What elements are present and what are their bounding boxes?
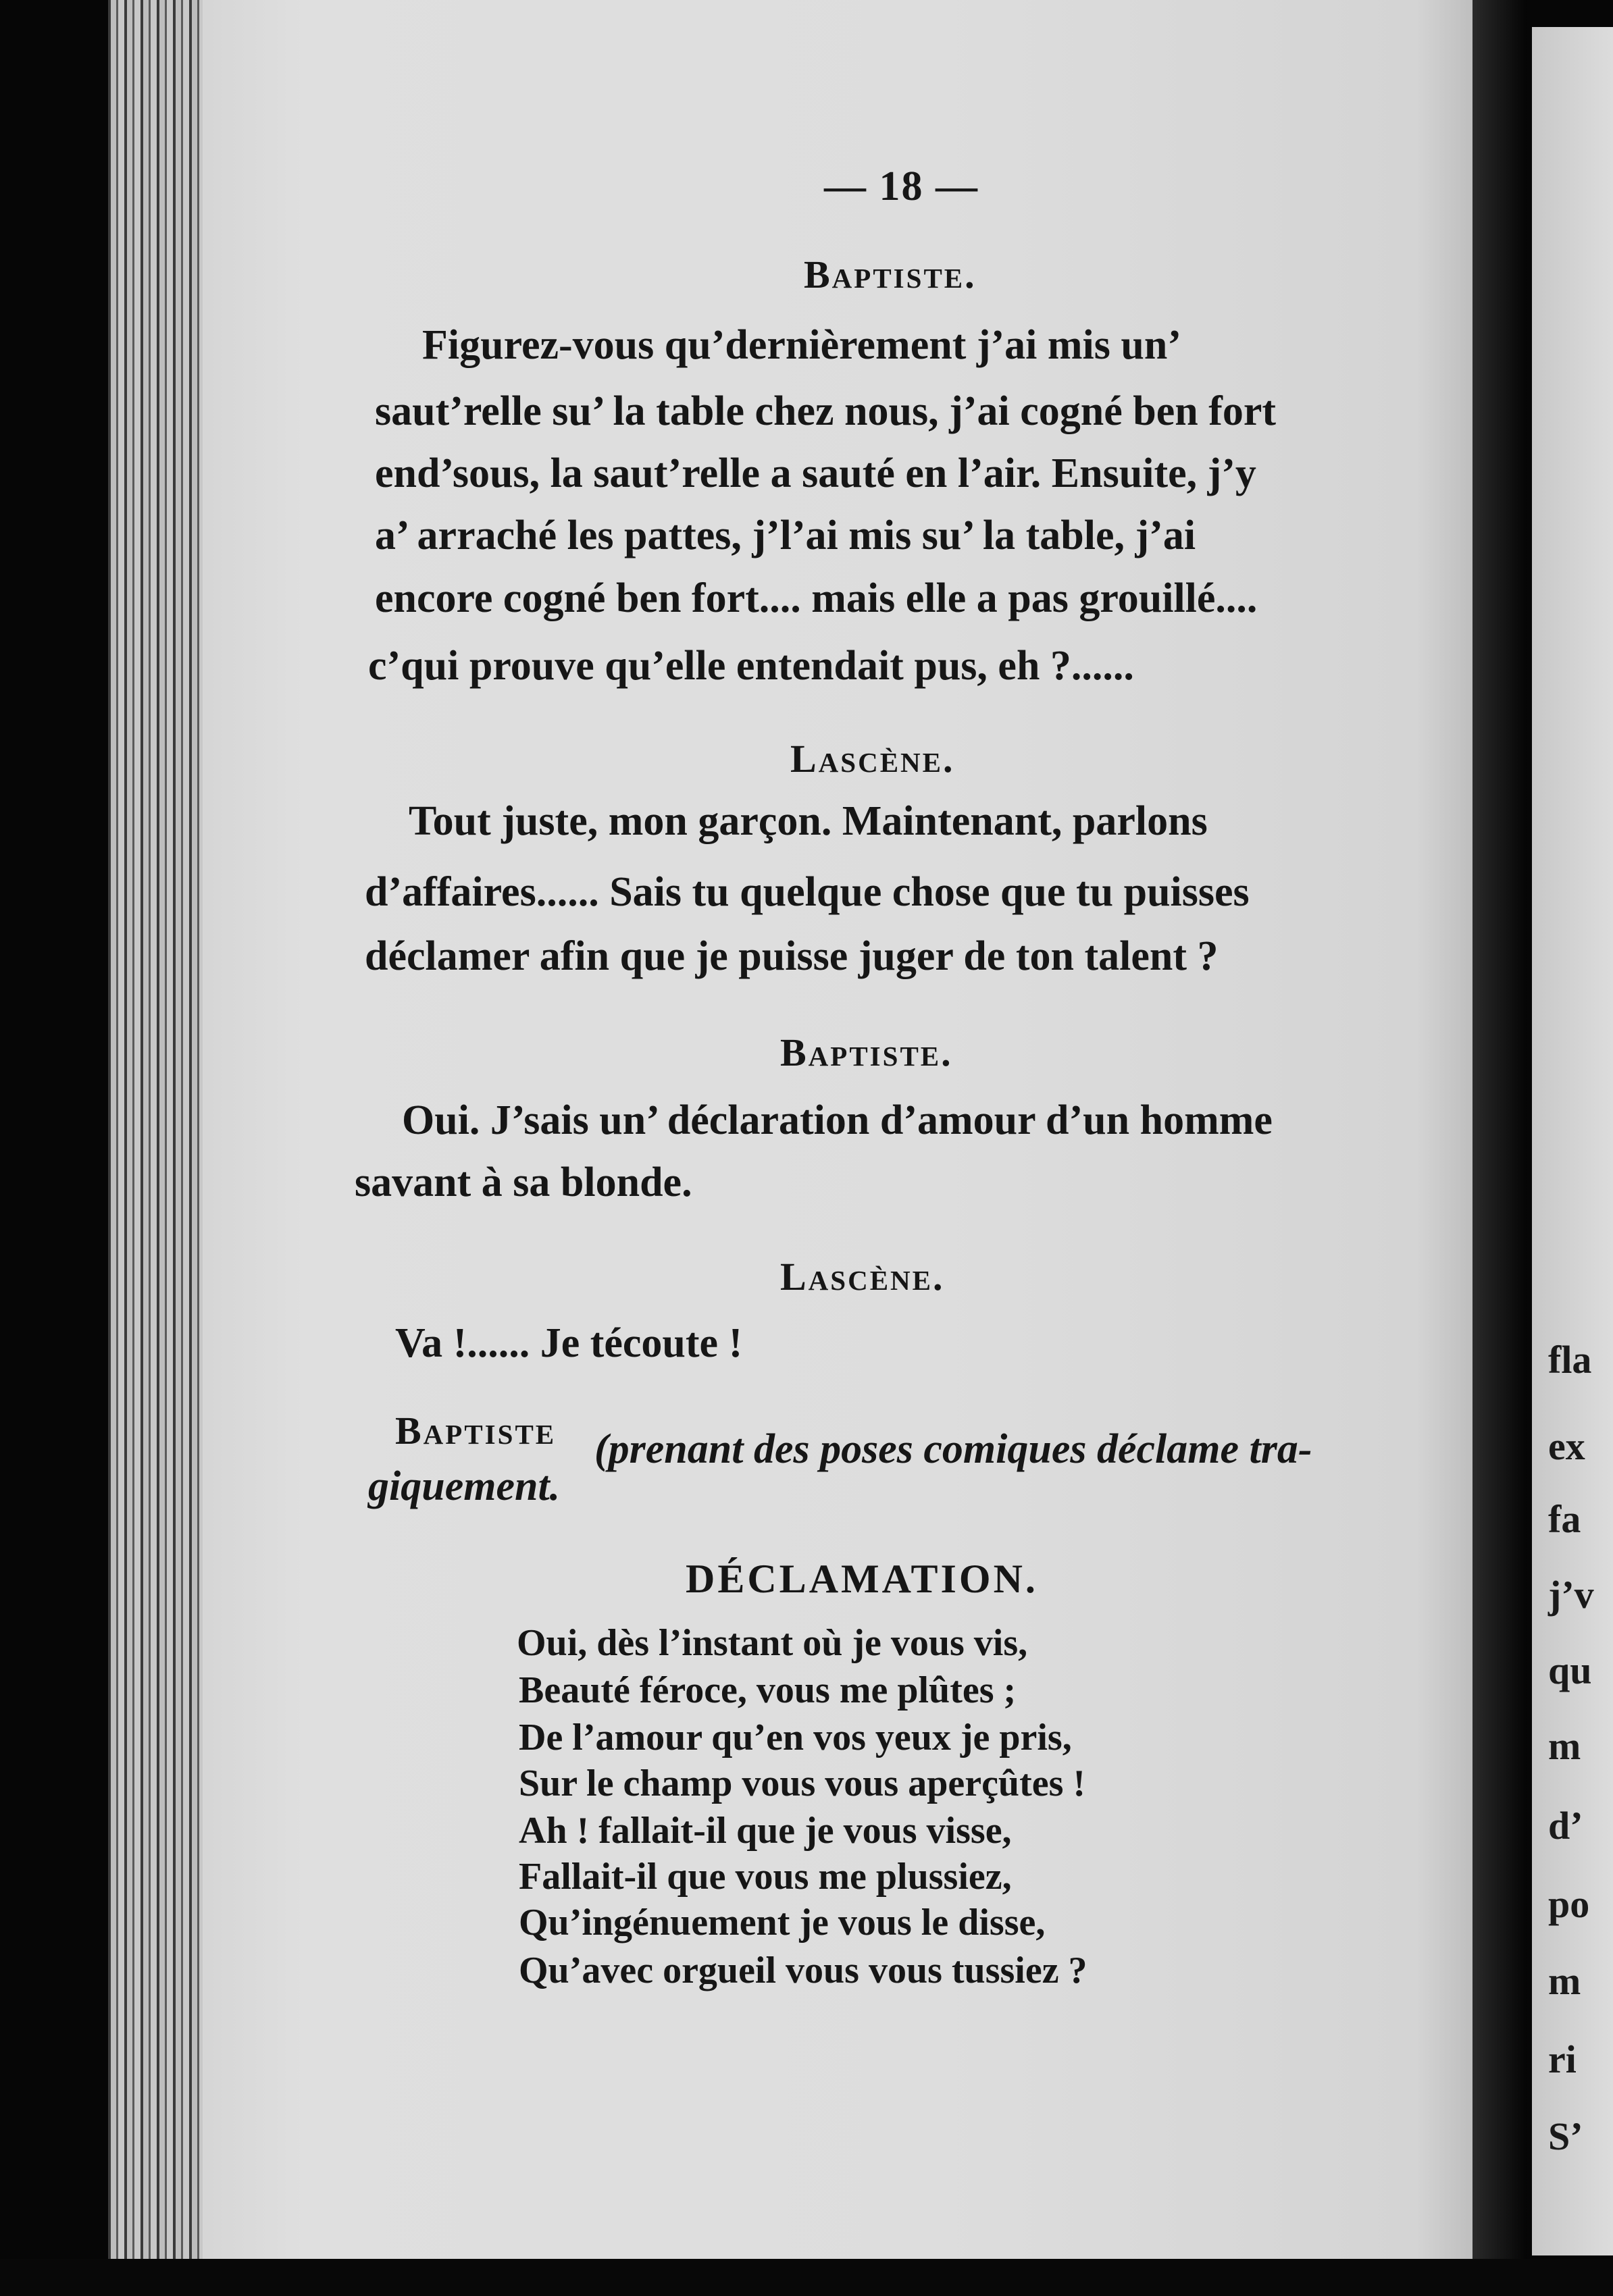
dialogue-line: encore cogné ben fort.... mais elle a pas grouillé.... [375, 575, 1258, 621]
next-page-fragment: po [1548, 1882, 1590, 1926]
declamation-heading: DÉCLAMATION. [686, 1557, 1038, 1601]
dialogue-line: déclamer afin que je puisse juger de ton talent ? [365, 933, 1219, 979]
speaker-baptiste: Baptiste. [780, 1030, 953, 1074]
next-page-fragment: d’ [1548, 1804, 1583, 1848]
next-page-fragment: fla [1548, 1338, 1592, 1382]
verse-line: Fallait-il que vous me plussiez, [519, 1856, 1012, 1898]
next-page-fragment: ri [1548, 2037, 1577, 2081]
stage-direction: (prenant des poses comiques déclame tra- [594, 1426, 1312, 1472]
gutter-shadow [1473, 0, 1527, 2296]
next-page-fragment: m [1548, 1959, 1581, 2003]
dialogue-line: c’qui prouve qu’elle entendait pus, eh ?...... [368, 643, 1134, 689]
dialogue-line: Tout juste, mon garçon. Maintenant, parlons [409, 798, 1208, 844]
verse-line: Ah ! fallait-il que je vous visse, [519, 1810, 1012, 1852]
scan-border-bottom [0, 2259, 1613, 2296]
page-number: — 18 — [824, 163, 979, 209]
verse-line: Sur le champ vous vous aperçûtes ! [519, 1763, 1086, 1804]
speaker-baptiste: Baptiste. [804, 253, 977, 296]
next-page-fragment: m [1548, 1724, 1581, 1768]
dialogue-line: Oui. J’sais un’ déclaration d’amour d’un homme [402, 1097, 1273, 1143]
dialogue-line: Figurez-vous qu’dernièrement j’ai mis un’ [422, 322, 1181, 368]
verse-line: Oui, dès l’instant où je vous vis, [517, 1622, 1028, 1664]
dialogue-line: end’sous, la saut’relle a sauté en l’air. Ensuite, j’y [375, 450, 1256, 496]
stage-direction: giquement. [368, 1463, 561, 1509]
verse-line: De l’amour qu’en vos yeux je pris, [519, 1717, 1072, 1758]
speaker-lascene: Lascène. [780, 1255, 945, 1299]
dialogue-line: savant à sa blonde. [355, 1159, 692, 1205]
dialogue-line: d’affaires...... Sais tu quelque chose que tu puisses [365, 869, 1250, 915]
next-page [1532, 27, 1613, 2255]
next-page-fragment: qu [1548, 1648, 1592, 1692]
verse-line: Qu’avec orgueil vous vous tussiez ? [519, 1950, 1087, 1991]
verse-line: Qu’ingénuement je vous le disse, [519, 1902, 1046, 1943]
verse-line: Beauté féroce, vous me plûtes ; [519, 1669, 1017, 1711]
next-page-fragment: fa [1548, 1497, 1581, 1541]
next-page-fragment: ex [1548, 1424, 1585, 1468]
page-edges [108, 0, 203, 2259]
speaker-lascene: Lascène. [790, 737, 955, 781]
dialogue-line: saut’relle su’ la table chez nous, j’ai cogné ben fort [375, 388, 1276, 434]
next-page-fragment: j’v [1548, 1573, 1594, 1617]
next-page-fragment: S’ [1548, 2114, 1583, 2158]
dialogue-line: a’ arraché les pattes, j’l’ai mis su’ la table, j’ai [375, 513, 1196, 558]
stage-speaker: Baptiste [395, 1409, 557, 1453]
dialogue-line: Va !...... Je técoute ! [395, 1320, 743, 1366]
